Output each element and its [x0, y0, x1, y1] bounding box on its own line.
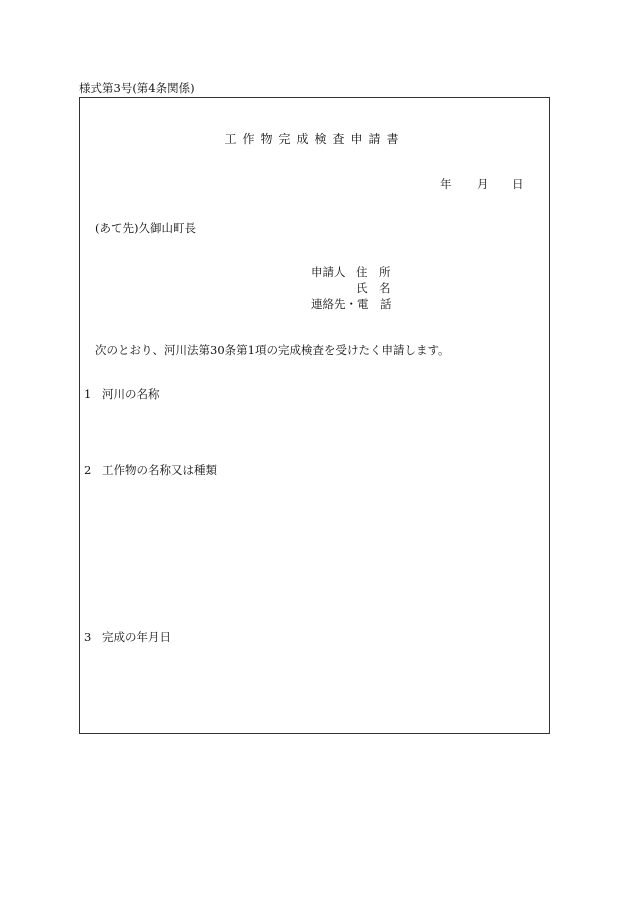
addressee: (あて先)久御山町長	[95, 221, 196, 235]
date-day-label: 日	[512, 177, 524, 191]
item-label: 工作物の名称又は種類	[102, 463, 217, 477]
item-number: 1	[84, 387, 92, 401]
name-label: 氏 名	[356, 281, 391, 295]
date-month-label: 月	[477, 177, 489, 191]
item-structure-name	[84, 462, 217, 478]
item-completion-date	[84, 629, 171, 645]
item-river-name	[84, 386, 160, 402]
item-number: 3	[84, 630, 92, 644]
form-number: 様式第3号(第4条関係)	[79, 81, 195, 95]
date-year-label: 年	[440, 177, 452, 191]
item-label: 完成の年月日	[102, 630, 171, 644]
address-label: 住 所	[356, 265, 391, 279]
document-title: 工作物完成検査申請書	[224, 132, 405, 146]
item-number: 2	[84, 463, 92, 477]
contact-phone-label: 連絡先・電 話	[311, 297, 392, 311]
item-label: 河川の名称	[102, 387, 160, 401]
request-statement: 次のとおり、河川法第30条第1項の完成検査を受けたく申請します。	[95, 343, 450, 357]
applicant-role-label: 申請人	[311, 265, 346, 279]
